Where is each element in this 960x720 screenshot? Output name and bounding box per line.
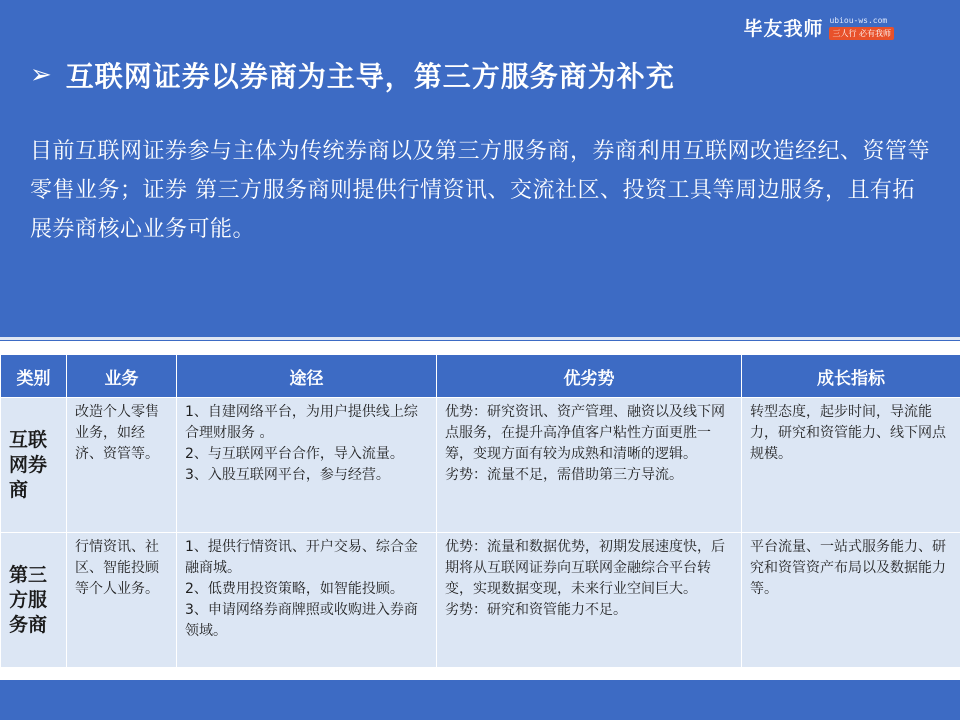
- cell-channel: 1、提供行情资讯、开户交易、综合金融商城。 2、低费用投资策略，如智能投顾。 3、申请网络券商牌照或收购进入券商领域。: [177, 533, 437, 668]
- cell-business: 行情资讯、社区、智能投顾等个人业务。: [67, 533, 177, 668]
- cell-channel: 1、自建网络平台，为用户提供线上综合理财服务 。 2、与互联网平台合作，导入流量。 3、入股互联网平台，参与经营。: [177, 398, 437, 533]
- cell-pros-cons: 优势：研究资讯、资产管理、融资以及线下网点服务，在提升高净值客户粘性方面更胜一筹，变现方面有较为成熟和清晰的逻辑。 劣势：流量不足，需借助第三方导流。: [437, 398, 742, 533]
- comparison-table-frame: [0, 341, 960, 680]
- cell-pros-cons: 优势：流量和数据优势，初期发展速度快，后期将从互联网证券向互联网金融综合平台转变，实现数据变现，未来行业空间巨大。 劣势：研究和资管能力不足。: [437, 533, 742, 668]
- cell-growth: 平台流量、一站式服务能力、研究和资管资产布局以及数据能力等。: [742, 533, 960, 668]
- slide-title: 互联网证券以券商为主导，第三方服务商为补充: [65, 60, 675, 93]
- brand-name: 毕友我师: [743, 18, 824, 40]
- header-growth: 成长指标: [742, 355, 960, 398]
- cell-business: 改造个人零售业务，如经济、资管等。: [67, 398, 177, 533]
- footer-band: [0, 680, 960, 720]
- header-pros-cons: 优劣势: [437, 355, 742, 398]
- brand-tag: 三人行 必有我师: [829, 27, 894, 40]
- header-category: 类别: [1, 355, 67, 398]
- comparison-table: [0, 354, 960, 668]
- cell-category: 第三方服务商: [1, 533, 67, 668]
- intro-paragraph: 目前互联网证券参与主体为传统券商以及第三方服务商，券商利用互联网改造经纪、资管等零售业务；证券 第三方服务商则提供行情资讯、交流社区、投资工具等周边服务，且有拓展券商核心业务可能。: [30, 139, 931, 242]
- brand-logo: [743, 14, 894, 41]
- table-row: [1, 398, 960, 533]
- slide-title-row: [30, 55, 930, 95]
- brand-sub: [829, 16, 894, 40]
- header-channel: 途径: [177, 355, 437, 398]
- cell-growth: 转型态度，起步时间，导流能力，研究和资管能力、线下网点规模。: [742, 398, 960, 533]
- table-header-row: [1, 355, 960, 398]
- divider: [0, 337, 960, 340]
- brand-url: ubiou-ws.com: [829, 15, 888, 25]
- arrow-bullet-icon: ➢: [30, 60, 52, 90]
- table-row: [1, 533, 960, 668]
- cell-category: 互联网券商: [1, 398, 67, 533]
- header-business: 业务: [67, 355, 177, 398]
